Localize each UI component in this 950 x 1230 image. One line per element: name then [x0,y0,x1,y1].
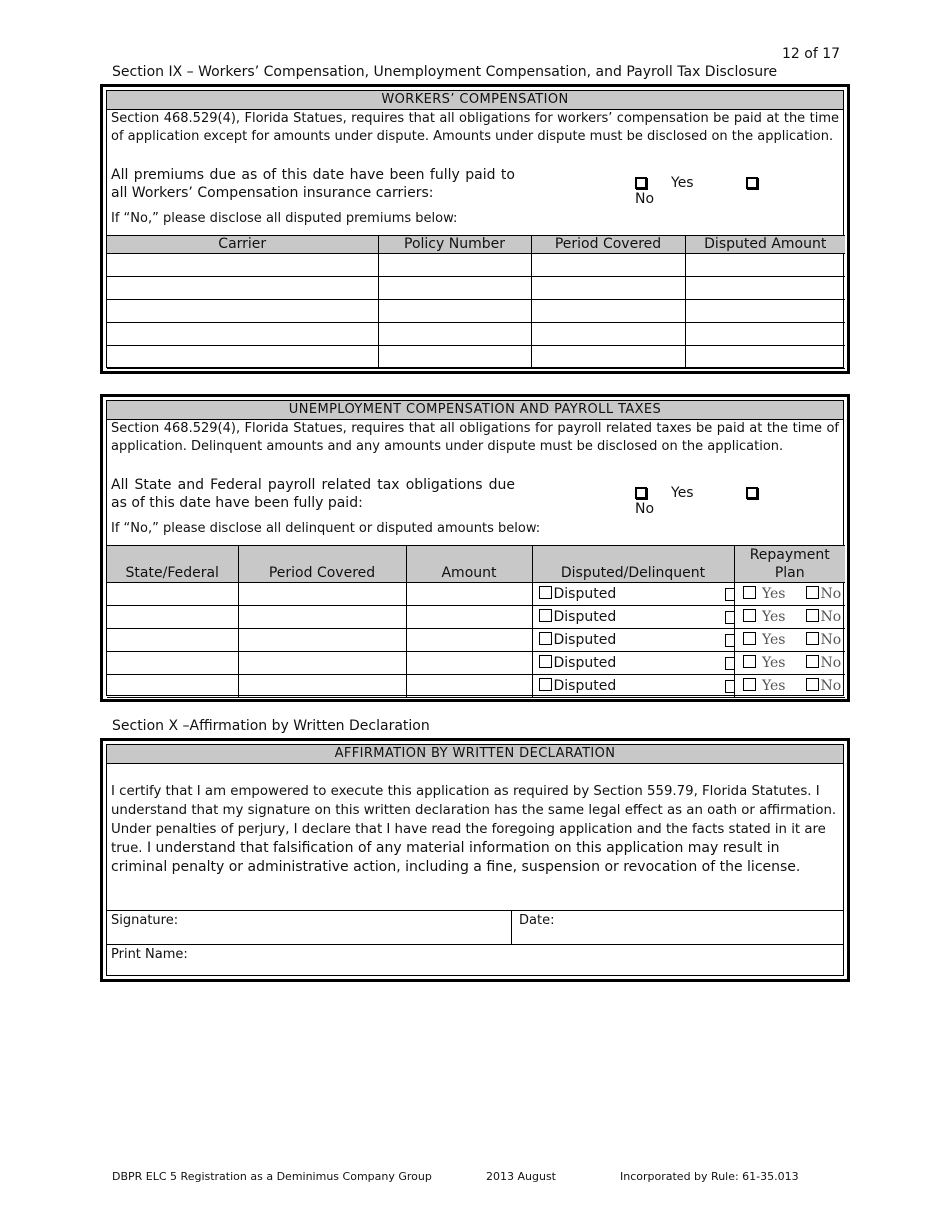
workers-comp-heading: WORKERS’ COMPENSATION [107,91,843,110]
col-period-covered: Period Covered [531,236,685,254]
state-cell[interactable] [107,652,238,675]
table-row [107,277,845,300]
col-repayment-plan: Repayment Plan [734,546,845,583]
state-cell[interactable] [107,583,238,606]
carrier-cell[interactable] [107,346,378,369]
repayment-cell [734,583,845,606]
unemployment-intro: Section 468.529(4), Florida Statues, requires that all obligations for payroll related taxes be paid at the time of application. Delinquent amounts and any amounts under dispute must be disclosed on the application. [111,421,839,454]
checkbox-icon[interactable] [806,632,819,645]
workers-comp-box [100,84,850,374]
disputed-cell[interactable]: Disputed [532,606,734,629]
table-row [107,652,845,675]
section-ix-title: Section IX – Workers’ Compensation, Unemployment Compensation, and Payroll Tax Disclosure [112,64,778,80]
table-row [107,675,845,698]
amount-cell[interactable] [685,254,845,277]
signature-label: Signature: [111,913,179,928]
date-label: Date: [519,913,555,928]
disputed-cell[interactable]: Disputed [532,629,734,652]
period-cell[interactable] [531,300,685,323]
unemployment-question: All State and Federal payroll related tax obligations due as of this date have been fully paid: [111,477,515,511]
print-name-label: Print Name: [111,947,188,962]
disputed-cell[interactable]: Disputed [532,652,734,675]
plan-no-option[interactable]: No [806,678,842,694]
checkbox-icon[interactable] [743,678,756,691]
period-cell[interactable] [238,675,406,698]
checkbox-icon[interactable] [539,655,552,668]
checkbox-icon[interactable] [806,609,819,622]
table-row [107,323,845,346]
checkbox-icon[interactable] [635,177,647,189]
table-row [107,254,845,277]
period-cell[interactable] [531,277,685,300]
table-row [107,346,845,369]
checkbox-icon[interactable] [806,586,819,599]
amount-cell[interactable] [406,629,532,652]
affirmation-text: I certify that I am empowered to execute this application as required by Section 559.79, Florida Statutes. I understand that my signature on this written declaration has the same legal effect as an oath or affirmation. Under penalties of perjury, I declare that I have read the foregoing application and the facts stated in it are true. I understand that falsification of any material information on this application may result in criminal penalty or administrative action, including a fine, suspension or revocation of the license. [111,784,837,875]
workers-comp-if-no: If “No,” please disclose all disputed premiums below: [111,211,458,226]
checkbox-icon[interactable] [539,632,552,645]
table-row [107,629,845,652]
unemployment-if-no: If “No,” please disclose all delinquent or disputed amounts below: [111,521,541,536]
amount-cell[interactable] [685,323,845,346]
disputed-cell[interactable]: Disputed [532,583,734,606]
plan-no-option[interactable]: No [806,632,842,648]
workers-comp-no-option[interactable]: No [635,175,782,207]
plan-no-option[interactable]: No [806,586,842,602]
checkbox-icon[interactable] [746,177,758,189]
carrier-cell[interactable] [107,300,378,323]
state-cell[interactable] [107,606,238,629]
col-disputed-amount: Disputed Amount [685,236,845,254]
checkbox-icon[interactable] [743,586,756,599]
unemployment-no-option[interactable]: No [635,485,782,517]
unemployment-yes-option[interactable]: Yes [635,485,718,501]
col-disputed-delinquent: Disputed/Delinquent [532,546,734,583]
repayment-cell [734,629,845,652]
checkbox-icon[interactable] [635,487,647,499]
checkbox-icon[interactable] [806,655,819,668]
policy-cell[interactable] [378,346,531,369]
checkbox-icon[interactable] [806,678,819,691]
checkbox-icon[interactable] [746,487,758,499]
affirmation-heading: AFFIRMATION BY WRITTEN DECLARATION [107,745,843,764]
state-cell[interactable] [107,629,238,652]
affirmation-box [100,738,850,982]
carrier-cell[interactable] [107,254,378,277]
amount-cell[interactable] [406,583,532,606]
checkbox-icon[interactable] [539,586,552,599]
workers-comp-yes-no [635,175,843,207]
workers-comp-yes-option[interactable]: Yes [635,175,718,191]
workers-comp-intro: Section 468.529(4), Florida Statues, requires that all obligations for workers’ compensation be paid at the time of application except for amounts under dispute. Amounts under dispute must be disclosed on the application. [111,111,839,144]
checkbox-icon[interactable] [743,609,756,622]
unemployment-heading: UNEMPLOYMENT COMPENSATION AND PAYROLL TAXES [107,401,843,420]
plan-yes-option[interactable]: Yes [743,586,786,602]
repayment-cell [734,606,845,629]
amount-cell[interactable] [685,300,845,323]
checkbox-icon[interactable] [743,632,756,645]
footer-form-name: DBPR ELC 5 Registration as a Deminimus Company Group [112,1170,432,1183]
checkbox-icon[interactable] [539,678,552,691]
policy-cell[interactable] [378,254,531,277]
period-cell[interactable] [238,583,406,606]
plan-no-option[interactable]: No [806,655,842,671]
plan-yes-option[interactable]: Yes [743,655,786,671]
checkbox-icon[interactable] [725,634,734,647]
period-cell[interactable] [531,254,685,277]
col-carrier: Carrier [107,236,378,254]
disputed-premiums-table [107,235,845,369]
carrier-cell[interactable] [107,323,378,346]
amount-cell[interactable] [406,652,532,675]
plan-yes-option[interactable]: Yes [743,609,786,625]
section-x-title: Section X –Affirmation by Written Declaration [112,718,430,734]
amount-cell[interactable] [685,346,845,369]
print-name-row [107,944,843,979]
period-cell[interactable] [238,606,406,629]
table-row [107,300,845,323]
disputed-cell[interactable]: Disputed [532,675,734,698]
repayment-cell [734,652,845,675]
repayment-cell [734,675,845,698]
checkbox-icon[interactable] [725,588,734,601]
period-cell[interactable] [531,346,685,369]
table-row [107,583,845,606]
carrier-cell[interactable] [107,277,378,300]
period-cell[interactable] [531,323,685,346]
workers-comp-question: All premiums due as of this date have been fully paid to all Workers’ Compensation insurance carriers: [111,167,515,201]
checkbox-icon[interactable] [725,611,734,624]
footer-rule: Incorporated by Rule: 61-35.013 [620,1170,799,1183]
checkbox-icon[interactable] [725,657,734,670]
footer-date: 2013 August [486,1170,556,1183]
policy-cell[interactable] [378,300,531,323]
period-cell[interactable] [238,652,406,675]
signature-row [107,910,843,944]
policy-cell[interactable] [378,323,531,346]
policy-cell[interactable] [378,277,531,300]
unemployment-yes-no [635,485,843,517]
plan-yes-option[interactable]: Yes [743,632,786,648]
checkbox-icon[interactable] [539,609,552,622]
col-period-covered: Period Covered [238,546,406,583]
col-state-federal: State/Federal [107,546,238,583]
table-row [107,606,845,629]
page-number: 12 of 17 [782,46,841,62]
unemployment-box [100,394,850,702]
checkbox-icon[interactable] [725,680,734,693]
checkbox-icon[interactable] [743,655,756,668]
col-policy-number: Policy Number [378,236,531,254]
amount-cell[interactable] [406,675,532,698]
period-cell[interactable] [238,629,406,652]
state-cell[interactable] [107,675,238,698]
delinquent-amounts-table [107,545,845,698]
col-amount: Amount [406,546,532,583]
plan-no-option[interactable]: No [806,609,842,625]
plan-yes-option[interactable]: Yes [743,678,786,694]
amount-cell[interactable] [685,277,845,300]
signature-date-divider [511,911,512,944]
amount-cell[interactable] [406,606,532,629]
